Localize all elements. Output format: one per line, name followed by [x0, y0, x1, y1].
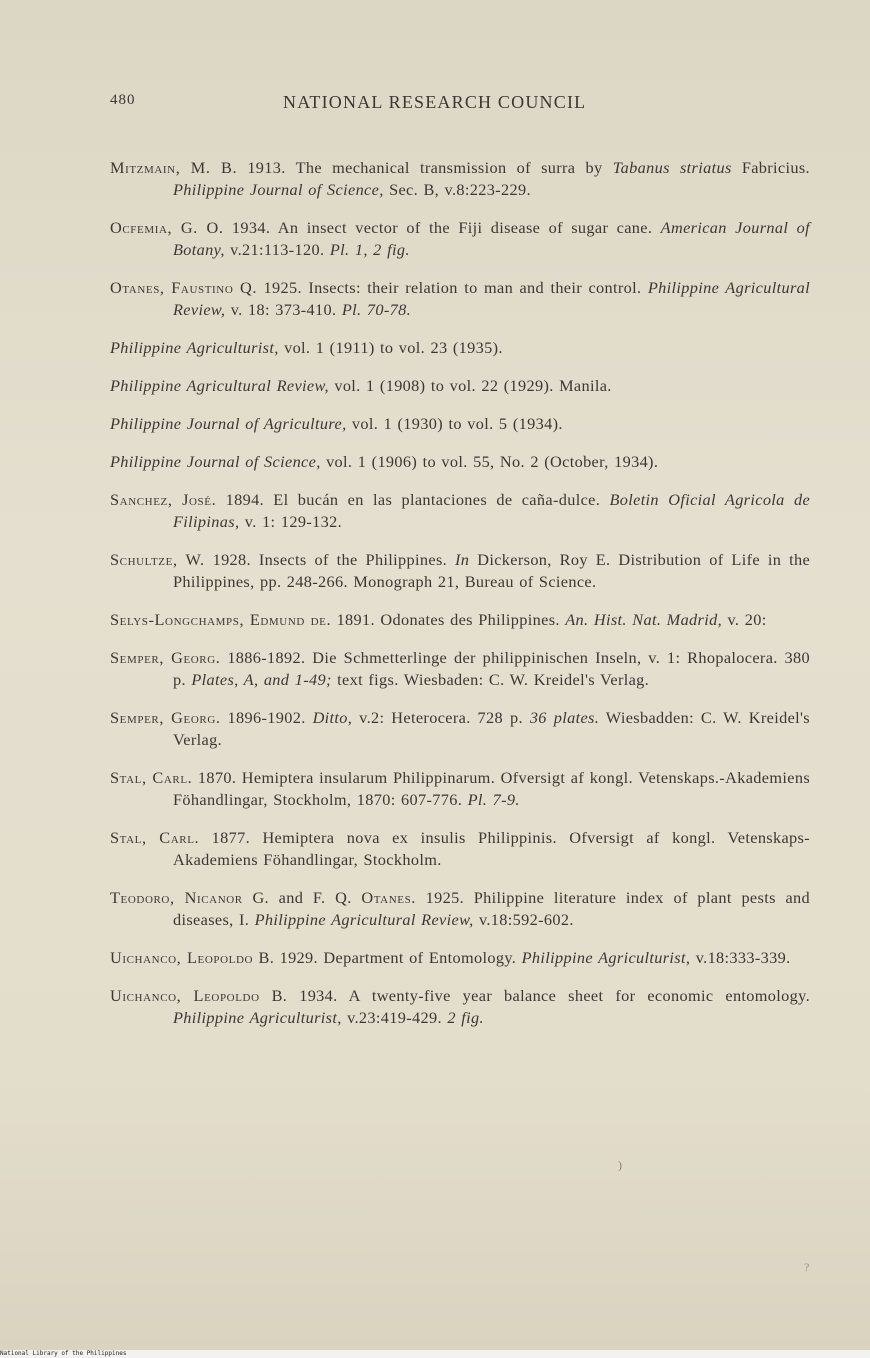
- ref-author: Mitzmain, M. B.: [110, 158, 238, 178]
- ref-volume: vol. 1 (1906) to vol. 55, No. 2 (October, 1934).: [326, 452, 659, 472]
- ref-journal: An. Hist. Nat. Madrid,: [565, 610, 723, 630]
- ref-volume: Dickerson, Roy E. Distribution of Life in the Philippines, pp. 248-266. Monograph 21, Bureau of Science.: [173, 550, 811, 592]
- ref-volume: vol. 1 (1908) to vol. 22 (1929). Manila.: [334, 376, 612, 396]
- ref-volume: v. 1: 129-132.: [244, 512, 342, 532]
- ref-volume: v. 20:: [727, 610, 767, 630]
- ref-author: Otanes, Faustino Q.: [110, 278, 258, 298]
- ref-year: 1896-1902.: [227, 708, 306, 728]
- ref-title: Philippine literature index of plant pests and diseases, I.: [173, 887, 811, 929]
- reference-entry: [110, 157, 810, 201]
- ref-year: 1925.: [263, 278, 302, 298]
- ref-in: In: [455, 550, 470, 570]
- ref-year: 1934.: [231, 218, 271, 238]
- ref-journal: Philippine Journal of Agriculture,: [110, 414, 347, 434]
- ref-title: Hemiptera nova ex insulis Philippinis. Ofversigt af kongl. Vetenskaps-Akademiens Föhandlingar, Stockholm.: [173, 827, 811, 869]
- ref-author: Teodoro, Nicanor: [110, 887, 243, 907]
- reference-entry: [110, 647, 810, 691]
- ref-volume: Sec. B, v.8:223-229.: [389, 180, 531, 200]
- ref-journal: Philippine Agriculturist,: [173, 1007, 342, 1027]
- ref-species: Tabanus striatus: [612, 158, 732, 178]
- ref-title: Insects of the Philippines.: [258, 550, 448, 570]
- reference-entry: [110, 489, 810, 533]
- ref-journal: Philippine Journal of Science,: [173, 180, 384, 200]
- ref-volume: Wiesbadden: C. W. Kreidel's Verlag.: [173, 708, 810, 749]
- ref-plates: 2 fig.: [447, 1007, 484, 1027]
- ref-author: Uichanco, Leopoldo: [110, 947, 254, 967]
- ref-title: Odonates des Philippines.: [380, 610, 560, 630]
- ref-author: Schultze, W.: [110, 550, 205, 570]
- ref-volume: v. 18: 373-410.: [230, 299, 337, 319]
- ref-volume: v.18:592-602.: [478, 909, 574, 929]
- ref-journal: American Journal of Botany,: [173, 218, 810, 259]
- reference-entry: [110, 451, 810, 473]
- reference-entry: [110, 767, 810, 811]
- ref-author: Semper, Georg.: [110, 708, 221, 728]
- ref-year: 1877.: [211, 827, 251, 847]
- ref-author: Selys-Longchamps, Edmund de.: [110, 610, 332, 630]
- reference-entry: [110, 827, 810, 871]
- ref-year: 1894.: [225, 490, 264, 510]
- ref-journal: Philippine Agricultural Review,: [110, 376, 329, 396]
- ref-year: 1934.: [299, 985, 338, 1005]
- ref-coauthor: Otanes.: [361, 887, 416, 907]
- ref-title: El bucán en las plantaciones de caña-dulce.: [273, 490, 601, 510]
- footer-credit: National Library of the Philippines: [0, 1350, 127, 1357]
- reference-entry: [110, 947, 810, 969]
- ref-title: Hemiptera insularum Philippinarum. Ofversigt af kongl. Vetenskaps.-Akademiens Föhandlingar, Stockholm, 1870: 607-776.: [173, 768, 811, 809]
- reference-list: [110, 141, 810, 1034]
- ref-volume: v.23:419-429.: [347, 1007, 442, 1027]
- ref-journal: Ditto,: [312, 708, 353, 728]
- ref-title: Insects: their relation to man and their control.: [308, 278, 642, 298]
- reference-entry: [110, 985, 810, 1029]
- ref-title: An insect vector of the Fiji disease of sugar cane.: [277, 218, 653, 238]
- stray-mark: ): [618, 1158, 622, 1172]
- ref-title: A twenty-five year balance sheet for economic entomology.: [348, 985, 811, 1005]
- ref-plates: 36 plates.: [529, 708, 600, 728]
- running-title: NATIONAL RESEARCH COUNCIL: [283, 92, 587, 112]
- ref-year: 1925.: [425, 887, 465, 907]
- ref-author: Ocfemia, G. O.: [110, 218, 224, 238]
- ref-volume: vol. 1 (1911) to vol. 23 (1935).: [284, 337, 503, 357]
- ref-plates: Pl. 70-78.: [341, 299, 412, 319]
- ref-plates: Plates, A, and 1-49;: [191, 670, 332, 690]
- ref-author-middle: B.: [258, 947, 275, 967]
- reference-entry: [110, 217, 810, 261]
- ref-title: Department of Entomology.: [323, 947, 517, 967]
- ref-year: 1929.: [279, 947, 318, 967]
- ref-author: Uichanco, Leopoldo: [110, 985, 260, 1005]
- reference-entry: [110, 337, 810, 359]
- reference-entry: [110, 375, 810, 397]
- ref-title: v.2: Heterocera. 728 p.: [359, 708, 523, 728]
- ref-author: Semper, Georg.: [110, 648, 221, 668]
- ref-title: The mechanical transmission of surra by: [295, 158, 603, 178]
- ref-author-middle: B.: [271, 985, 288, 1005]
- ref-journal: Philippine Agricultural Review,: [254, 909, 474, 929]
- ref-plates: Pl. 1, 2 fig.: [329, 239, 410, 259]
- reference-entry: [110, 277, 810, 321]
- ref-volume: v.21:113-120.: [230, 239, 325, 259]
- reference-entry: [110, 609, 810, 631]
- ref-author: Stal, Carl.: [110, 827, 200, 847]
- ref-journal: Philippine Journal of Science,: [110, 452, 321, 472]
- ref-journal: Philippine Agriculturist,: [110, 337, 279, 357]
- page-header: [0, 92, 870, 114]
- ref-year: 1870.: [197, 768, 237, 787]
- ref-year: 1891.: [336, 610, 375, 630]
- ref-journal: Boletin Oficial Agricola de Filipinas,: [173, 490, 811, 532]
- ref-volume: vol. 1 (1930) to vol. 5 (1934).: [351, 414, 563, 434]
- stray-mark: ?: [804, 1260, 810, 1274]
- reference-entry: [110, 549, 810, 593]
- reference-entry: [110, 707, 810, 751]
- ref-plates: Pl. 7-9.: [467, 789, 520, 809]
- reference-entry: [110, 887, 810, 931]
- ref-year: 1886-1892.: [227, 648, 306, 668]
- ref-volume: text figs. Wiesbaden: C. W. Kreidel's Verlag.: [337, 670, 650, 690]
- page-number: 480: [110, 92, 136, 108]
- ref-author: Sanchez, José.: [110, 490, 217, 510]
- ref-title: Die Schmetterlinge der philippinischen Inseln, v. 1: Rhopalocera. 380 p.: [173, 648, 811, 690]
- ref-year: 1928.: [212, 550, 251, 570]
- ref-year: 1913.: [247, 158, 286, 178]
- ref-text: Fabricius.: [741, 158, 810, 178]
- ref-author-middle: G. and F. Q.: [252, 887, 352, 907]
- ref-journal: Philippine Agriculturist,: [521, 947, 691, 967]
- ref-author: Stal, Carl.: [110, 768, 193, 787]
- ref-journal: Philippine Agricultural Review,: [173, 278, 811, 319]
- ref-volume: v.18:333-339.: [695, 947, 791, 967]
- reference-entry: [110, 413, 810, 435]
- footer-strip: [0, 1350, 870, 1358]
